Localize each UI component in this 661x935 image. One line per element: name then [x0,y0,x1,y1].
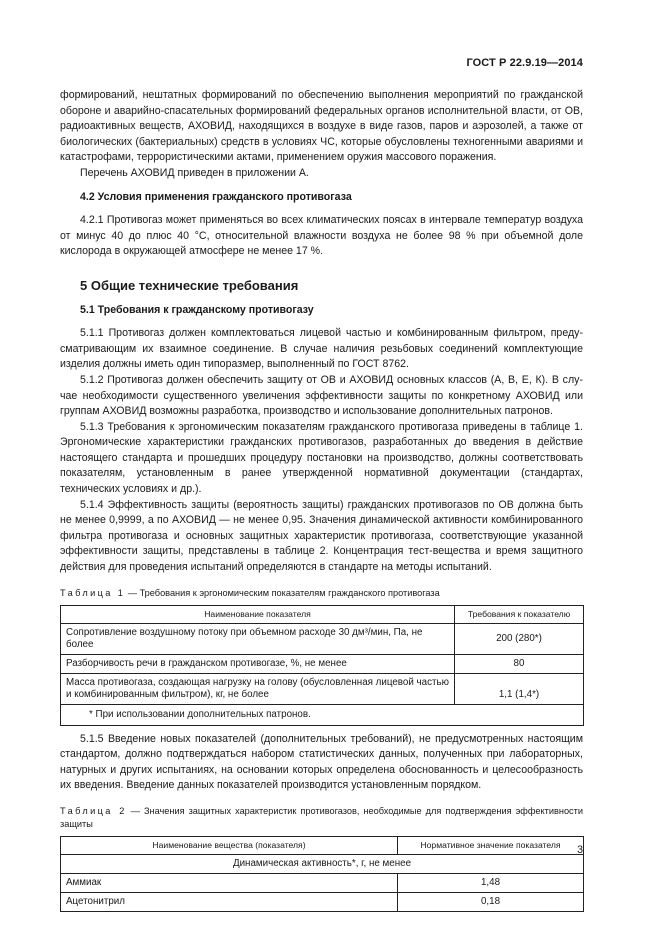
section-5-1-heading: 5.1 Требования к гражданскому противогазу [80,303,314,316]
table-row [61,893,584,912]
table-header-row [61,605,584,623]
table-2-caption-label: Таблица 2 [60,806,127,816]
page-number: 3 [577,844,583,856]
table-cell-value: 200 (280*) [455,623,584,654]
paragraph-5-1-5: 5.1.5 Введение новых показателей (дополнительных требований), не предусмотренных настоящим стандартом, должно подтверждаться набором статистических данных, полученных при лабораторных, натурных и других испытаниях, на основании которых определена обоснованность и целесообразность их введения. Введение данных показателей производится установленным порядком. [60,732,583,792]
table-cell-indicator: Разборчивость речи в гражданском противогазе, %, не менее [61,654,455,673]
table-2-caption-text: — Значения защитных характеристик противогазов, необходимые для подтверждения эффективности защиты [60,806,583,829]
document-body [60,88,583,912]
table-2-caption [60,805,583,831]
table-cell-value: 0,18 [398,893,584,912]
section-5-heading: 5 Общие технические требования [80,277,299,293]
paragraph-5-1-1: 5.1.1 Противогаз должен комплектоваться лицевой частью и комбинированным фильтром, предусматривающим их взаимное соединение. В случае наличия резьбовых соединений комплектующие изделия должны иметь один типоразмер, выполненный по ГОСТ 8762. [60,327,583,371]
table-2-protective-characteristics [60,836,584,912]
table-cell-substance: Ацетонитрил [61,893,398,912]
table-cell-value: 80 [455,654,584,673]
paragraph-5-1-4: 5.1.4 Эффективность защиты (вероятность защиты) гражданских противогазов по ОВ должна быть не менее 0,9999, а по АХОВИД — не менее 0,95. Значения динамической активности комбинированного фильтра противогаза и основных защитных характеристик противогаза, соответствующие указанной эффективности защиты, представлены в таблице 2. Концентрация тест-вещества и время защитного действия для проведения испытаний определяются в стандарте на методы испытаний. [60,498,583,574]
table-1-caption-label: Таблица 1 [60,587,126,598]
table-cell-value: 1,48 [398,874,584,893]
column-header-substance-name: Наименование вещества (показателя) [61,837,398,855]
section-4-2-heading: 4.2 Условия применения гражданского противогаза [80,190,352,203]
intro-continuation-paragraph: формирований, нештатных формирований по обеспечению выполнения мероприятий по гражданской обороне и аварийно-спасательных формирований федеральных органов исполнительной власти, от ОВ, радиоактивных веществ, АХОВИД, находящихся в воздухе в виде газов, паров и аэрозолей, а также от биологических (бактериальных) средств в условиях ЧС, которые обусловлены техногенными авариями и катастрофами, террористическими актами, применением оружия массового поражения. [60,89,583,164]
table-row [61,874,584,893]
table-1-caption [60,587,583,600]
paragraph-4-2-1: 4.2.1 Противогаз может применяться во всех климатических поясах в интервале температур воздуха от минус 40 до плюс 40 °С, относительной влажности воздуха не более 98 % при объемной доле кислорода в окружающей атмосфере не менее 17 %. [60,214,583,258]
table-header-row [61,837,584,855]
table-1-footnote: * При использовании дополнительных патронов. [61,704,584,725]
paragraph-5-1-2: 5.1.2 Противогаз должен обеспечить защиту от ОВ и АХОВИД основных классов (А, В, Е, К). В случае необходимости существенного увеличения эффективности защиты по конкретному АХОВИД или группам АХОВИД возможны разработка, производство и использование дополнительных патронов. [60,373,583,418]
annex-reference-paragraph: Перечень АХОВИД приведен в приложении А. [80,166,309,179]
column-header-normative-value: Нормативное значение показателя [398,837,584,855]
table-section-row [61,855,584,874]
table-1-caption-text: — Требования к эргономическим показателям гражданского противогаза [125,587,440,598]
table-cell-indicator: Сопротивление воздушному потоку при объемном расходе 30 дм³/мин, Па, не более [61,623,455,654]
table-cell-value: 1,1 (1,4*) [455,673,584,704]
table-section-dynamic-activity: Динамическая активность*, г, не менее [61,855,584,874]
table-1-ergonomic-requirements [60,605,584,726]
table-cell-indicator: Масса противогаза, создающая нагрузку на голову (обусловленная лицевой частью и комбинированным фильтром), кг, не более [61,673,455,704]
paragraph-5-1-3: 5.1.3 Требования к эргономическим показателям гражданского противогаза приведены в таблице 1. Эргономические характеристики гражданских противогазов, разработанных до введения в действие настоящего стандарта и прошедших процедуру постановки на производство, должны соответствовать показателям, установленным в ранее утвержденной нормативной документации (стандартах, технических условиях и др.). [60,420,583,496]
table-row [61,623,584,654]
running-header-doc-code: ГОСТ Р 22.9.19—2014 [466,57,583,69]
table-row [61,673,584,704]
table-row [61,654,584,673]
table-cell-substance: Аммиак [61,874,398,893]
column-header-indicator-name: Наименование показателя [61,605,455,623]
column-header-requirement: Требования к показателю [455,605,584,623]
table-footnote-row [61,704,584,725]
